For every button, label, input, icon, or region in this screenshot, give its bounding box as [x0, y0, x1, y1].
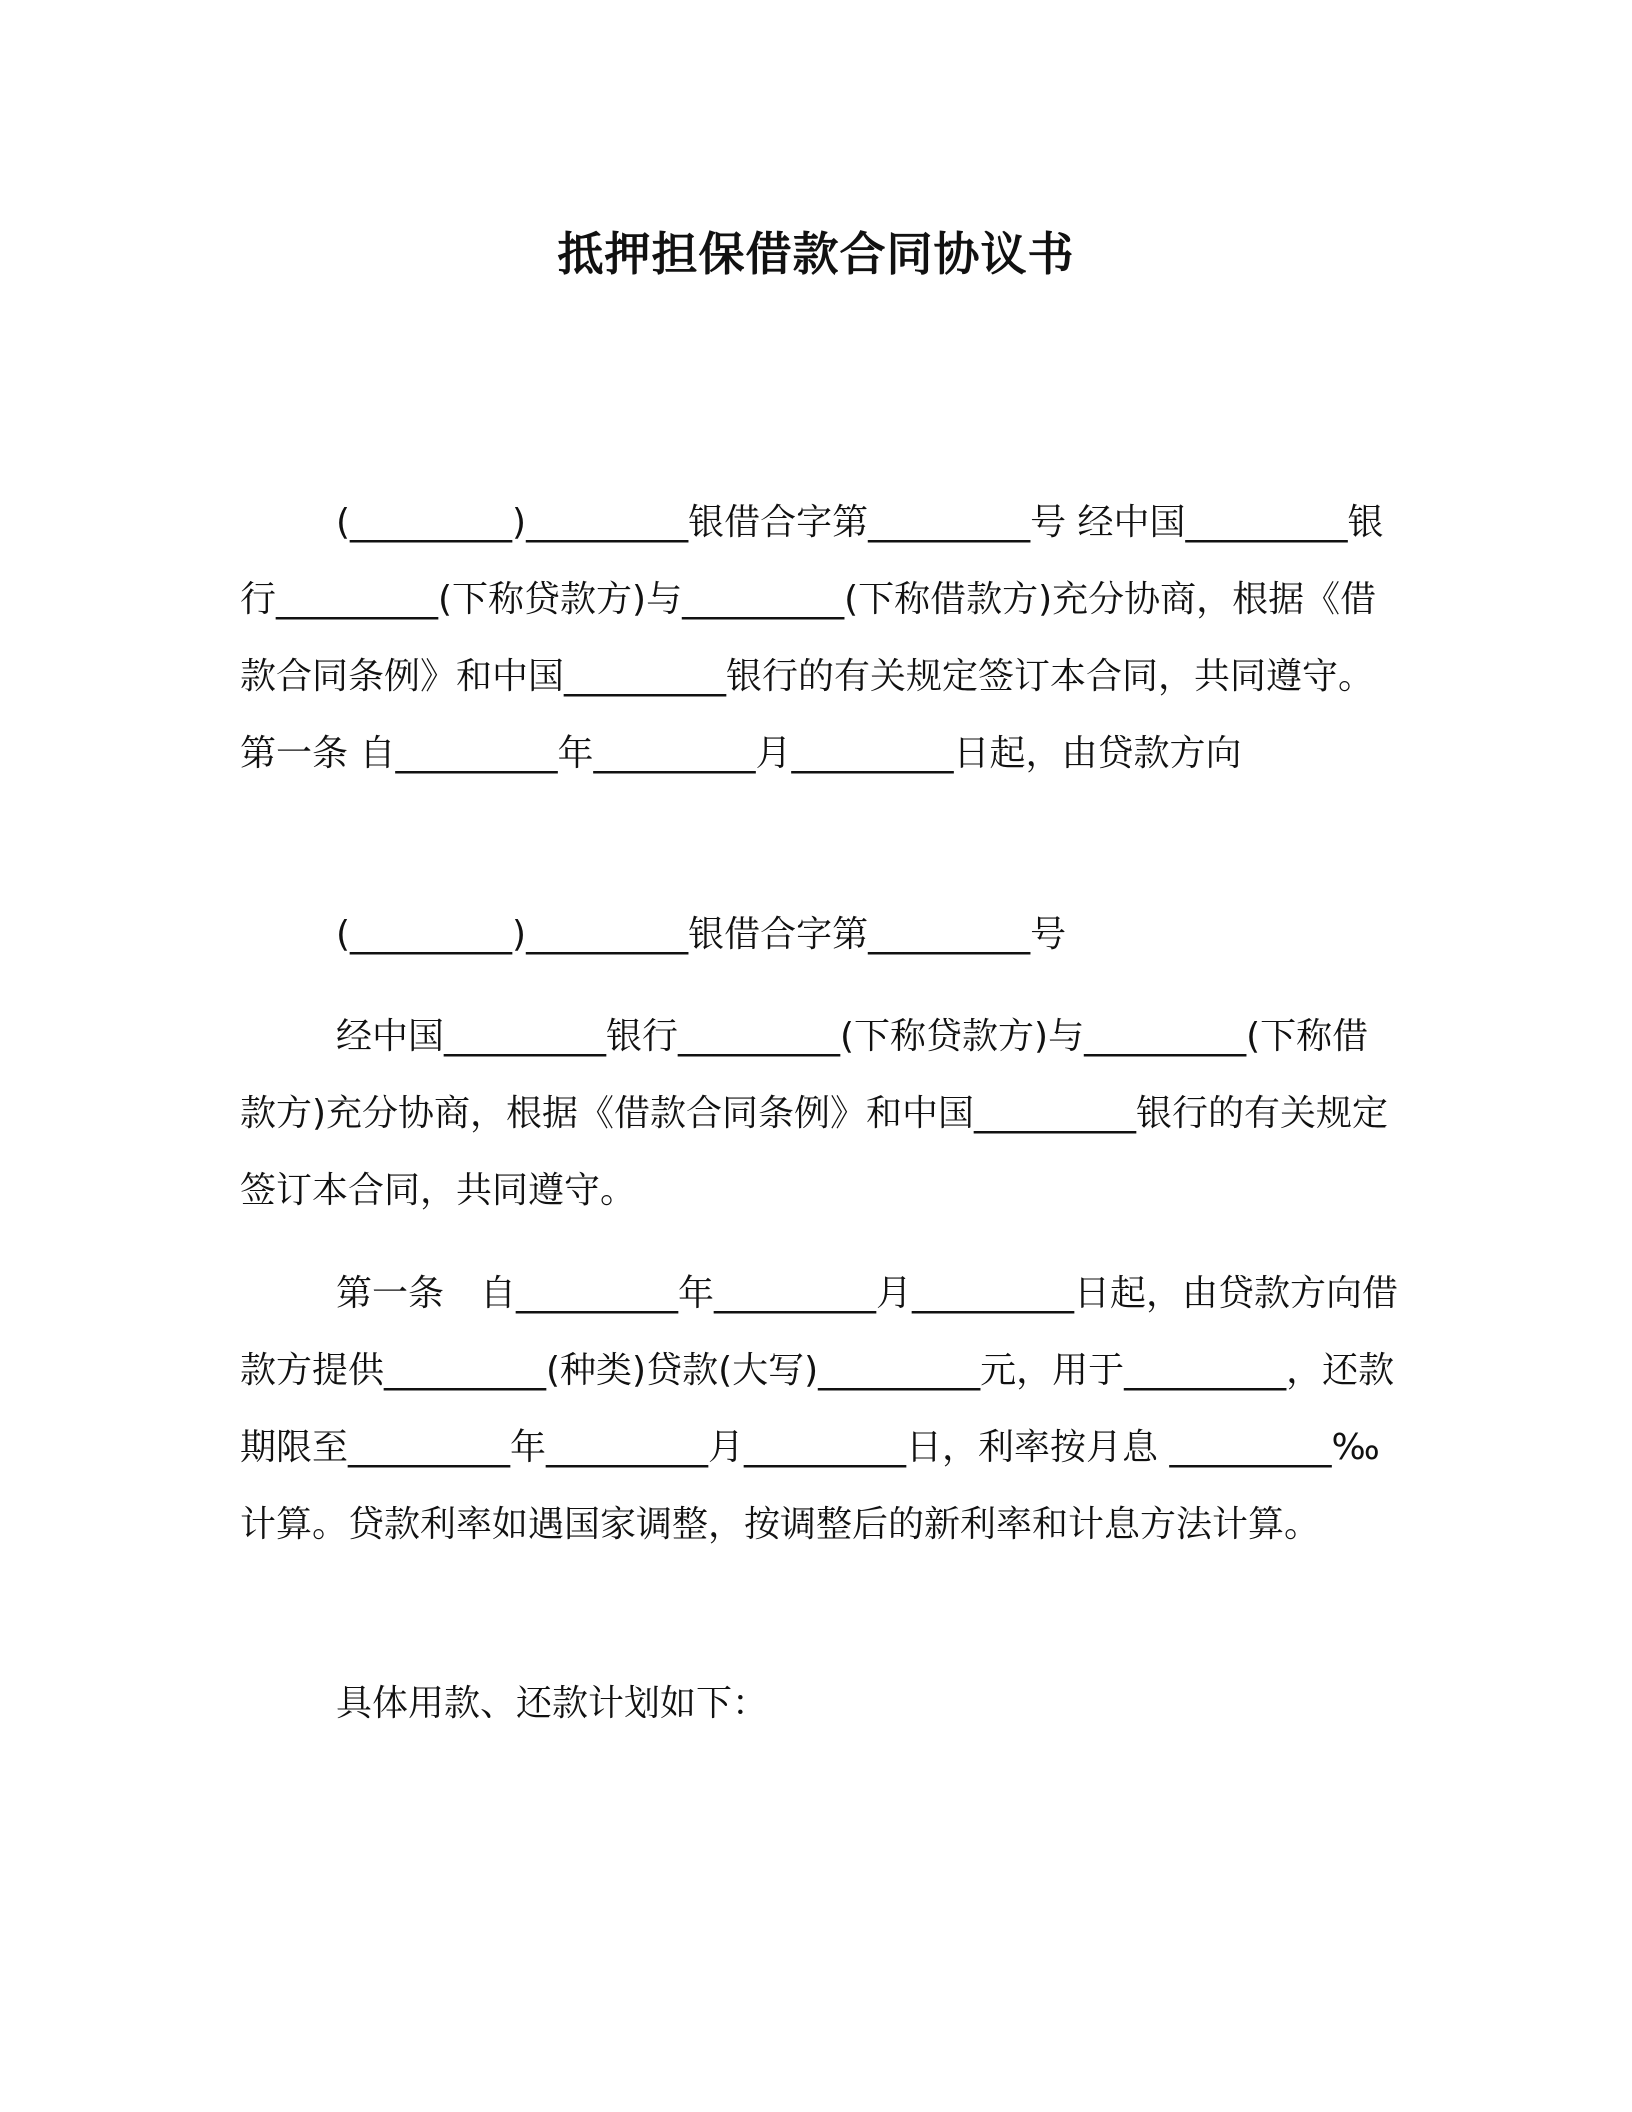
document-title: 抵押担保借款合同协议书 [557, 227, 1075, 281]
paragraph-contract-number: (_________)_________银借合字第_________号 [336, 914, 1067, 955]
paragraph-plan-heading: 具体用款、还款计划如下： [336, 1683, 769, 1724]
paragraph-preamble-2: 经中国_________银行_________(下称贷款方)与_________(下称借款方)充分协商，根据《借款合同条例》和中国_________银行的有关规定签订本合同，共同遵守。 [240, 1016, 1389, 1211]
paragraph-article-1: 第一条 自_________年_________月_________日起，由贷款方向借款方提供_________(种类)贷款(大写)_________元，用于_________，还款期限至_________年_________月_________日，利率按月息 _________‰计算。贷款利率如遇国家调整，按调整后的新利率和计息方法计算。 [240, 1273, 1399, 1545]
paragraph-preamble-1: (_________)_________银借合字第_________号 经中国_________银行_________(下称贷款方)与_________(下称借款方)充分协商，根据《借款合同条例》和中国_________银行的有关规定签订本合同，共同遵守。 第一条 自_________年_________月_________日起，由贷款方向 [240, 502, 1384, 774]
